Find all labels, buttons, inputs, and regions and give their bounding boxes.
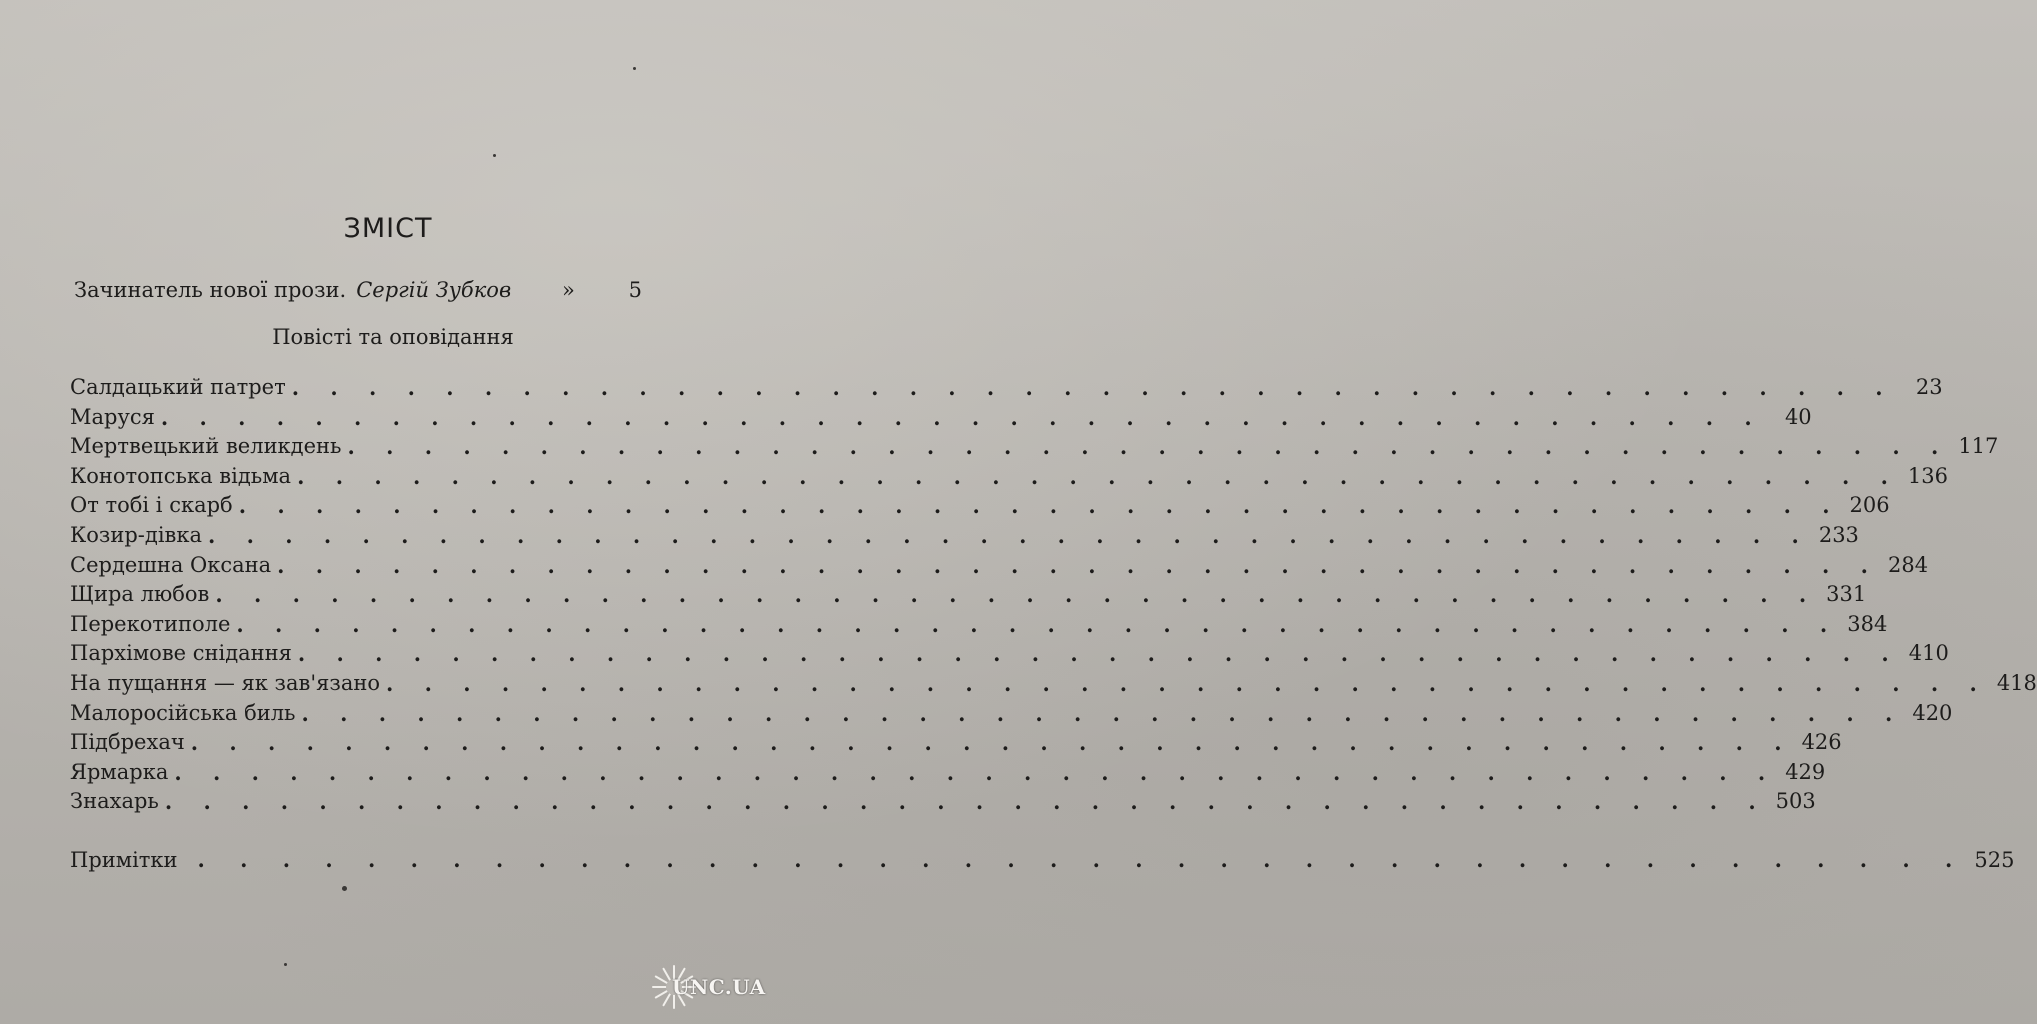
toc-row bbox=[70, 551, 1929, 581]
paper-speck bbox=[284, 963, 287, 966]
page-title: ЗМІСТ bbox=[343, 213, 433, 244]
watermark-logo bbox=[650, 963, 766, 1011]
entry-title: Підбрехач bbox=[70, 730, 185, 755]
entry-title: Щира любов bbox=[70, 582, 210, 607]
entry-title: На пущання — як зав'язано bbox=[70, 670, 380, 695]
dot-leader: . . . . . . . . . . . . . . . . . . . . . . . . . . . . . . . . . . . . . . . . . . bbox=[238, 493, 1842, 519]
entry-page: 503 bbox=[1775, 789, 1816, 814]
intro-title: Зачинатель нової прози. bbox=[74, 278, 347, 302]
entry-title: Мертвецький великдень bbox=[70, 434, 342, 459]
entry-page: 23 bbox=[1915, 375, 1943, 399]
intro-author: Сергій Зубков bbox=[356, 278, 512, 302]
entry-page: 410 bbox=[1908, 641, 1949, 666]
entry-title: Салдацький патрет bbox=[70, 375, 286, 399]
entry-page: 426 bbox=[1801, 730, 1842, 755]
entry-page: 384 bbox=[1847, 611, 1888, 636]
notes-title: Примітки bbox=[70, 848, 178, 872]
entry-title: Пархімове снідання bbox=[70, 641, 292, 666]
section-title: Повісті та оповідання bbox=[272, 325, 514, 349]
entry-title: Конотопська відьма bbox=[70, 463, 292, 488]
entry-page: 40 bbox=[1784, 404, 1812, 429]
toc-row bbox=[70, 610, 1888, 640]
entry-title: Перекотиполе bbox=[70, 611, 231, 636]
toc-row bbox=[70, 787, 1816, 817]
entry-title: Маруся bbox=[70, 404, 155, 429]
paper-speck bbox=[342, 886, 347, 891]
toc-row bbox=[70, 491, 1890, 521]
notes-entry bbox=[70, 845, 2015, 875]
dot-leader: . . . . . . . . . . . . . . . . . . . . . . . . . . . . . . . . . . . . . . . . . . bbox=[385, 670, 1989, 696]
dot-leader: . . . . . . . . . . . . . . . . . . . . . . . . . . . . . . . . . . . . . . . . . . bbox=[291, 375, 1895, 400]
entry-page: 136 bbox=[1907, 463, 1948, 488]
entry-page: 331 bbox=[1826, 582, 1867, 607]
dot-leader: . . . . . . . . . . . . . . . . . . . . . . . . . . . . . . . . . . . . . . . . . . bbox=[174, 759, 1778, 785]
entry-title: Козир-дівка bbox=[70, 522, 202, 547]
toc-row bbox=[70, 432, 1999, 462]
entry-page: 418 bbox=[1996, 670, 2037, 695]
dot-leader: . . . . . . . . . . . . . . . . . . . . . . . . . . . . . . . . . . . . . . . . . . bbox=[297, 641, 1901, 667]
toc-row bbox=[70, 669, 2037, 699]
entry-title: От тобі і скарб bbox=[70, 493, 233, 518]
dot-leader: . . . . . . . . . . . . . . . . . . . . . . . . . . . . . . . . . . . . . . . . . . bbox=[236, 611, 1840, 637]
intro-entry bbox=[74, 278, 642, 308]
entry-page: 206 bbox=[1849, 493, 1890, 518]
paper-speck bbox=[633, 67, 636, 70]
entry-title: Малоросійська биль bbox=[70, 700, 296, 725]
dot-leader: . . . . . . . . . . . . . . . . . . . . . . . . . . . . . . . . . . . . . . . . . . bbox=[197, 847, 1967, 872]
dot-leader: . . . . . . . . . . . . . . . . . . . . . . . . . . . . . . . . . . . . . . . . . . bbox=[164, 789, 1768, 815]
toc-row bbox=[70, 403, 1812, 433]
intro-separator: » bbox=[562, 278, 575, 302]
table-of-contents bbox=[70, 373, 2037, 817]
toc-row bbox=[70, 639, 1949, 669]
toc-row bbox=[70, 462, 1948, 492]
watermark-text: UNC.UA bbox=[672, 975, 766, 999]
toc-row bbox=[70, 728, 1842, 758]
entry-page: 429 bbox=[1785, 759, 1826, 784]
dot-leader: . . . . . . . . . . . . . . . . . . . . . . . . . . . . . . . . . . . . . . . . . . bbox=[208, 522, 1811, 548]
entry-page: 284 bbox=[1887, 552, 1929, 577]
dot-leader: . . . . . . . . . . . . . . . . . . . . . . . . . . . . . . . . . . . . . . . . . . bbox=[160, 404, 1764, 430]
intro-text bbox=[74, 278, 511, 302]
dot-leader: . . . . . . . . . . . . . . . . . . . . . . . . . . . . . . . . . . . . . . . . . . bbox=[190, 730, 1794, 756]
entry-page: 233 bbox=[1818, 522, 1859, 547]
dot-leader: . . . . . . . . . . . . . . . . . . . . . . . . . . . . . . . . . . . . . . . . . . bbox=[347, 434, 1951, 460]
toc-row bbox=[70, 373, 1943, 403]
dot-leader: . . . . . . . . . . . . . . . . . . . . . . . . . . . . . . . . . . . . . . . . . . bbox=[301, 700, 1905, 726]
toc-row bbox=[70, 758, 1826, 788]
entry-page: 117 bbox=[1958, 434, 1999, 459]
dot-leader: . . . . . . . . . . . . . . . . . . . . . . . . . . . . . . . . . . . . . . . . . . bbox=[277, 552, 1880, 578]
toc-row bbox=[70, 521, 1859, 551]
paper-speck bbox=[493, 154, 496, 157]
entry-title: Ярмарка bbox=[70, 759, 169, 784]
toc-row bbox=[70, 580, 1867, 610]
entry-title: Сердешна Оксана bbox=[70, 552, 272, 577]
intro-page-number: 5 bbox=[628, 278, 642, 302]
dot-leader: . . . . . . . . . . . . . . . . . . . . . . . . . . . . . . . . . . . . . . . . . . bbox=[297, 463, 1900, 489]
dot-leader: . . . . . . . . . . . . . . . . . . . . . . . . . . . . . . . . . . . . . . . . . . bbox=[215, 582, 1819, 608]
toc-row bbox=[70, 699, 1953, 729]
entry-page: 420 bbox=[1912, 700, 1953, 725]
entry-title: Знахарь bbox=[70, 789, 159, 814]
notes-page: 525 bbox=[1974, 848, 2015, 872]
